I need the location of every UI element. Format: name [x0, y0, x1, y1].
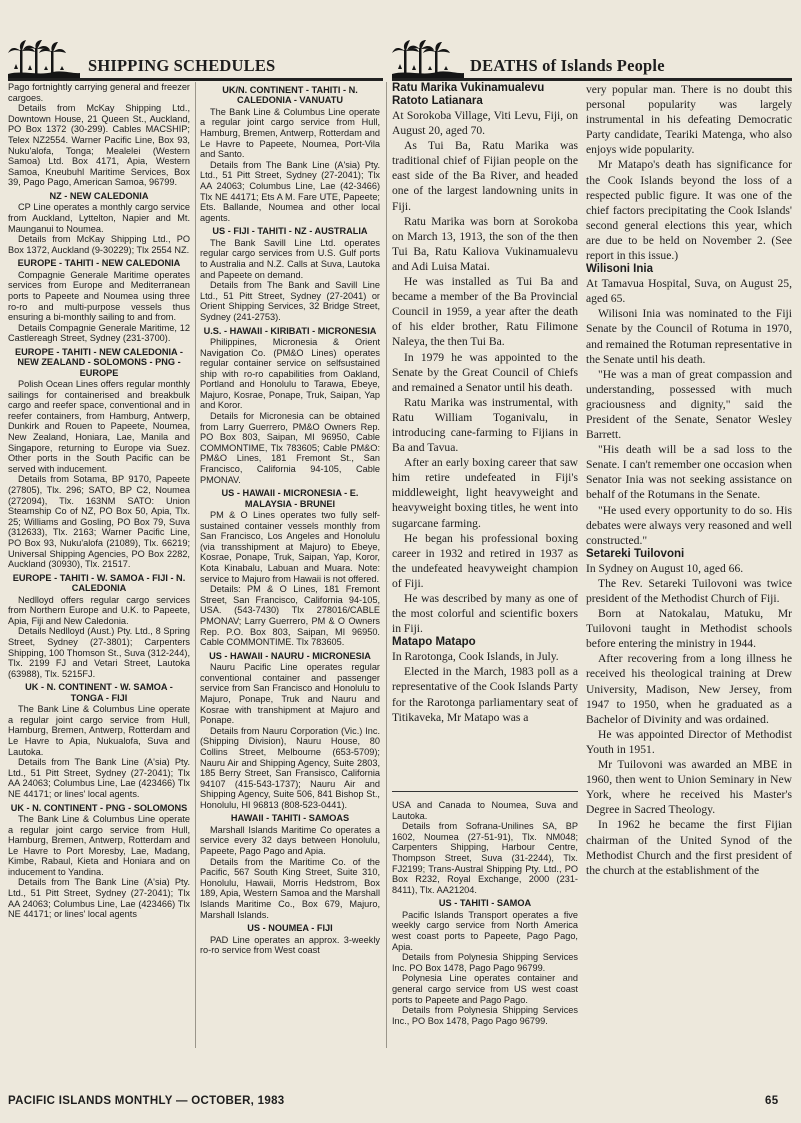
- paragraph: Details from McKay Shipping Ltd., PO Box 1372, Auckland (9-30229); Tlx 2554 NZ.: [8, 234, 190, 255]
- paragraph: CP Line operates a monthly cargo service from Auckland, Lyttelton, Napier and Mt. Maunganui to Noumea.: [8, 202, 190, 234]
- paragraph: Pacific Islands Transport operates a five weekly cargo service from North America west coast ports to Papeete, Pago Pago, Apia.: [392, 909, 578, 952]
- section-heading: EUROPE - TAHITI - NEW CALEDONIA - NEW ZEALAND - SOLOMONS - PNG - EUROPE: [15, 346, 183, 378]
- paragraph: The Bank Line & Columbus Line operate a regular joint cargo service from Hull, Hamburg, Bremen, Antwerp, Rotterdam and Le Havre to Apia, Nukualofa, Suva and Lautoka.: [8, 704, 190, 757]
- column-divider: [195, 82, 196, 1048]
- section-heading: US - NOUMEA - FIJI: [247, 923, 333, 934]
- section-heading: UK - N. CONTINENT - PNG - SOLOMONS: [10, 802, 188, 813]
- deaths-column-1: [392, 82, 578, 802]
- section-heading: US - HAWAII - MICRONESIA - E. MALAYSIA - BRUNEI: [221, 488, 359, 509]
- paragraph: He began his professional boxing career in 1932 and retired in 1937 as the undefeated heavyweight champion of Fiji.: [392, 531, 578, 590]
- shipping-column-1: [8, 82, 190, 1047]
- paragraph: Details from Polynesia Shipping Services Inc. PO Box 1478, Pago Pago 96799.: [392, 952, 578, 973]
- paragraph: He was described by many as one of the most colorful and scientific boxers in Fiji.: [392, 592, 578, 636]
- paragraph: Polish Ocean Lines offers regular monthly sailings for containerised and breakbulk cargo and reefer space, conventional and in reefer containers, from Hamburg, Antwerp, Dunkirk and Rouen to Papeete, Noumea, New Zealand, Honiara, Lae, Manila and Singapore, returning to Europe via Suez. Other ports in the South Pacific can be served with inducement.: [8, 379, 190, 474]
- shipping-header: [8, 40, 383, 80]
- shipping-column-2: [200, 82, 380, 1047]
- section-heading: HAWAII - TAHITI - SAMOAS: [230, 813, 350, 824]
- paragraph: PAD Line operates an approx. 3-weekly ro-ro service from West coast: [200, 934, 380, 956]
- paragraph: He was installed as Tui Ba and became a member of the Ba Provincial Council in 1959, a year after the death of his elder brother, Ratu Filimone Naleya, the then Tui Ba.: [392, 275, 578, 349]
- paragraph: Nedlloyd offers regular cargo services from Northern Europe and U.K. to Papeete, Apia, Fiji and New Caledonia.: [8, 594, 190, 626]
- paragraph: In 1979 he was appointed to the Senate by the Great Council of Chiefs and remained a Senator until his death.: [392, 350, 578, 394]
- paragraph: The Bank Line & Columbus Line operate a regular joint cargo service from Hull, Hamburg, Bremen, Antwerp, Rotterdam and Le Havre to Port Moresby, Lae, Madang, Kimbe, Rabaul, Kieta and Honiara and on inducement to Yandina.: [8, 813, 190, 877]
- paragraph: Details from McKay Shipping Ltd., Downtown House, 21 Queen St., Auckland, PO Box 1372 (30-299). Cables MACSHIP; Telex NZ2554. Warner Pacific Line, Box 93, Nuku'alofa, Tonga; Mealelei (Western Samoa) Ltd. Box 4171, Apia, Western Samoa, Kneubuhl Maritime Services, Box 39, Pago Pago, American Samoa, 96799.: [8, 103, 190, 188]
- section-title: SHIPPING SCHEDULES: [88, 56, 276, 75]
- section-heading: US - FIJI - TAHITI - NZ - AUSTRALIA: [212, 226, 368, 237]
- paragraph: Details from Sofrana-Unilines SA, BP 1602, Noumea (27-51-91), Tlx. NM048; Carpenters Shipping, Harbour Centre, Thompson Street, Suva (31-2244), Tlx. FJ2199; Trans-Austral Shipping Pty. Ltd., PO Box R232, Royal Exchange, 2000 (231-8411), Tlx. AA21204.: [392, 821, 578, 895]
- section-heading: EUROPE - TAHITI - W. SAMOA - FIJI - N. CALEDONIA: [12, 572, 186, 594]
- paragraph: At Tamavua Hospital, Suva, on August 25, aged 65.: [586, 277, 792, 306]
- paragraph: Nauru Pacific Line operates regular conventional container and passenger service from San Francisco and Honolulu to Majuro, Ponape, Truk and Nauru and Kosrae with transhipment at Majuro and Ponape.: [200, 662, 380, 726]
- paragraph: Polynesia Line operates container and general cargo service from US west coast ports to Papeete and Pago Pago.: [392, 973, 578, 1005]
- palm-trees-logo-icon: [392, 40, 464, 78]
- section-heading: NZ - NEW CALEDONIA: [49, 190, 149, 201]
- paragraph: In 1962 he became the first Fijian chairman of the United Synod of the Methodist Church and the first president of the church at the establishment of the: [586, 818, 792, 877]
- deaths-header: [392, 40, 792, 80]
- paragraph: As Tui Ba, Ratu Marika was traditional chief of Fijian people on the east side of the Ba River, and headed one of the largest landowning units in Fiji.: [392, 139, 578, 213]
- paragraph: The Bank Line & Columbus Line operate a regular joint cargo service from Hull, Hamburg, Bremen, Antwerp, Rotterdam and Le Havre to Papeete, Noumea, Port-Vila and Santo.: [200, 106, 380, 160]
- shipping-column-3: [392, 800, 578, 1050]
- paragraph: Details from The Bank Line (A'sia) Pty. Ltd., 51 Pitt Street, Sydney (27-2041); Tlx AA 24063; Columbus Line, Lae (42-3466) Tlx NE 44171; Ets A M. Fare UTE, Papeete; Ets. Ballande, Noumea and other local agents.: [200, 159, 380, 223]
- deaths-column-2: [586, 82, 792, 1050]
- column-divider: [386, 82, 387, 1048]
- paragraph: Mr Tuilovoni was awarded an MBE in 1960, then went to Union Seminary in New York, where he received his Master's Degree in Sacred Theology.: [586, 758, 792, 817]
- paragraph: Mr Matapo's death has significance for the Cook Islands beyond the loss of a respected public figure. It was one of the chief factors precipitating the Cook Islands' second general elections this year, which are due to be held on November 2. (See report in this issue.): [586, 158, 792, 263]
- paragraph: Details from The Bank Line (A'sia) Pty. Ltd., 51 Pitt Street, Sydney (27-2041); Tlx AA 24063; Columbus Line, Lae (423466) Tlx NE 44171; or lines' local agents.: [8, 757, 190, 799]
- paragraph: Philippines, Micronesia & Orient Navigation Co. (PM&O Lines) operates regular container service on selfsustained ship with ro-ro capabilities from Oakland, Portland and Honolulu to Tarawa, Ebeye, Majuro, Kosrae, Ponape, Truk, Saipan, Yap and Koror.: [200, 336, 380, 411]
- paragraph: Compagnie Generale Maritime operates services from Europe and Mediterranean ports to Papeete and Noumea using three ro-ro and multi-purpose vessels thus ensuring a bi-monthly sailing to and from.: [8, 269, 190, 323]
- paragraph: In Sydney on August 10, aged 66.: [586, 561, 744, 575]
- section-heading: UK - N. CONTINENT - W. SAMOA - TONGA - FIJI: [25, 682, 173, 703]
- section-heading: US - HAWAII - NAURU - MICRONESIA: [209, 650, 371, 661]
- header-rule: [392, 78, 792, 81]
- paragraph: Elected in the March, 1983 poll as a representative of the Cook Islands Party for the Rarotonga parliamentary seat of Titikaveka, Mr Matapo was a: [392, 665, 578, 724]
- section-heading: EUROPE - TAHITI - NEW CALEDONIA: [17, 258, 181, 269]
- paragraph: He was appointed Director of Methodist Youth in 1951.: [586, 727, 792, 756]
- section-heading: Wilisoni Inia: [586, 263, 653, 276]
- paragraph: Details Nedlloyd (Aust.) Pty. Ltd., 8 Spring Street, Sydney (27-3801); Carpenters Shipping, 100 Thomson St., Suva (312-244), Tlx. 2199 FJ and Vetari Street, Lautoka (63988), Tlx. 5215FJ.: [8, 626, 190, 679]
- footer-publication: PACIFIC ISLANDS MONTHLY — OCTOBER, 1983: [8, 1095, 285, 1107]
- paragraph: Details from Sotama, BP 9170, Papeete (27805), Tlx. 296; SATO, BP C2, Noumea (272094), Tlx. 163NM SATO: Union Steamship Co of NZ, PO Box 50, Apia, Tlx. 25; Williams and Gosling, PO Box 79, Suva (312633), Tlx. 2163; Warner Pacific Line, PO Box 93, Nuku'alofa (21089), Tlx. 66219; Universal Shipping Agencies, PO Box 2282, Auckland (30930), Tlx. 21517.: [8, 474, 190, 570]
- section-title: DEATHS of Islands People: [470, 56, 665, 75]
- paragraph: In Rarotonga, Cook Islands, in July.: [392, 650, 559, 664]
- palm-trees-logo-icon: [8, 40, 80, 78]
- section-heading: Matapo Matapo: [392, 636, 476, 649]
- paragraph: After an early boxing career that saw him retire undefeated in Fiji's middleweight, light heavyweight and heavyweight boxing titles, he went into sugarcane farming.: [392, 456, 578, 530]
- section-heading: Setareki Tuilovoni: [586, 547, 685, 560]
- paragraph: Wilisoni Inia was nominated to the Fiji Senate by the Council of Rotuma in 1970, and remained the Rotuman representative in the Senate until his death.: [586, 307, 792, 366]
- paragraph: Details from Nauru Corporation (Vic.) Inc. (Shipping Division), Nauru House, 80 Collins Street, Melbourne (653-5709); Nauru Air and Shipping Agency, Suite 2803, 185 Berry Street, San Fransisco, California 94107 (415-543-1737); Nauru Air and Shipping Agency, Suite 506, 841 Bishop St., Honolulu, HI 96813 (808-523-0441).: [200, 725, 380, 810]
- paragraph: Details for Micronesia can be obtained from Larry Guerrero, PM&O Owners Rep. PO Box 803, Saipan, MI 96950, Cable COMMONTIME, Tlx 783605; Cable PM&O: PM&O Lines, 181 Fremont St., San Francisco, California 94-105, Cable PMONAV.: [200, 411, 380, 485]
- column-rule: [392, 791, 578, 792]
- section-heading: US - TAHITI - SAMOA: [438, 898, 532, 909]
- paragraph: Ratu Marika was born at Sorokoba on March 13, 1913, the son of the then Tui Ba, Ratu Kaliova Vukinamualevu and Adi Luisa Matai.: [392, 214, 578, 273]
- section-heading: U.S. - HAWAII - KIRIBATI - MICRONESIA: [203, 325, 377, 336]
- paragraph: The Bank Savill Line Ltd. operates regular cargo services from U.S. Gulf ports to Australia and N.Z. Calls at Suva, Lautoka and Papeete on demand.: [200, 237, 380, 280]
- header-rule: [8, 78, 383, 81]
- paragraph: The Rev. Setareki Tuilovoni was twice president of the Methodist Church of Fiji.: [586, 576, 792, 605]
- paragraph: "He was a man of great compassion and understanding, possessed with much graciousness and dignity," said the President of the Senate, Senator Wesley Barrett.: [586, 367, 792, 442]
- paragraph: USA and Canada to Noumea, Suva and Lautoka.: [392, 800, 578, 821]
- paragraph: Marshall Islands Maritime Co operates a service every 32 days between Honolulu, Papeete, Pago Pago and Apia.: [200, 824, 380, 857]
- paragraph: Details: PM & O Lines, 181 Fremont Street, San Francisco, California 94-105, USA. (543-7430) Tlx 278016/CABLE PMONAV; Larry Guerrero, PM & O Owners Rep. P.O. Box 803, Saipan, MI 96950. Cable COMMONTIME. Tlx 783605.: [200, 584, 380, 648]
- section-heading: UK/N. CONTINENT - TAHITI - N. CALEDONIA - VANUATU: [222, 85, 358, 106]
- paragraph: Details from Polynesia Shipping Services Inc., PO Box 1478, Pago Pago 96799.: [392, 1005, 578, 1026]
- paragraph: very popular man. There is no doubt this personal popularity was largely instrumental in his defeating Democratic Party candidate, Teariki Matenga, who also enjoys wide popularity.: [586, 83, 792, 157]
- paragraph: Pago fortnightly carrying general and freezer cargoes.: [8, 82, 190, 103]
- paragraph: Details Compagnie Generale Maritime, 12 Castlereagh Street, Sydney (231-3700).: [8, 322, 190, 344]
- paragraph: Details from The Bank Line (A'sia) Pty. Ltd., 51 Pitt Street, Sydney (27-2041); Tlx AA 24063; Columbus Line, Lae (423466) Tlx NE 44171; or lines' local agents: [8, 877, 190, 920]
- paragraph: At Sorokoba Village, Viti Levu, Fiji, on August 20, aged 70.: [392, 109, 578, 138]
- paragraph: "He used every opportunity to do so. His debates were always very reasoned and well constructed.": [586, 503, 792, 547]
- paragraph: Details from The Bank and Savill Line Ltd., 51 Pitt Street, Sydney (27-2041) or Orient Shipping Services, 32 Bridge Street, Sydney (241-2753).: [200, 280, 380, 322]
- paragraph: After recovering from a long illness he received his theological training at Drew University, Madison, New Jersey, from 1947 to 1950, when he graduated as a Bachelor of Divinity and was ordained.: [586, 652, 792, 726]
- paragraph: Details from the Maritime Co. of the Pacific, 567 South King Street, Suite 310, Honolulu, Hawaii, Morris Hedstrom, Box 189, Apia, Western Samoa and the Marshall Islands Maritime Co., Box 679, Majuro, Marshall Islands.: [200, 856, 380, 920]
- page-number: 65: [765, 1095, 779, 1107]
- paragraph: Ratu Marika was instrumental, with Ratu William Toganivalu, in introducing cane-farming to Fijians in Ba and Tavua.: [392, 395, 578, 455]
- section-heading: Ratu Marika Vukinamualevu Ratoto Latianara: [392, 82, 545, 107]
- paragraph: PM & O Lines operates two fully self-sustained container vessels monthly from San Francisco, Los Angeles and Honolulu (via transshipment at Majuro) to Ebeye, Kosrae, Ponape, Truk, Saipan, Yap, Koror, Kota Kinabalu, Labuan and Muara. Note: service to Majuro from Hawaii is not offered.: [200, 510, 380, 584]
- paragraph: "His death will be a sad loss to the Senate. I can't remember one occasion when Senator Inia was not seeking assistance on behalf of the Rotumans in the Senate.: [586, 443, 792, 502]
- paragraph: Born at Natokalau, Matuku, Mr Tuilovoni taught in Methodist schools before entering the ministry in 1944.: [586, 607, 792, 651]
